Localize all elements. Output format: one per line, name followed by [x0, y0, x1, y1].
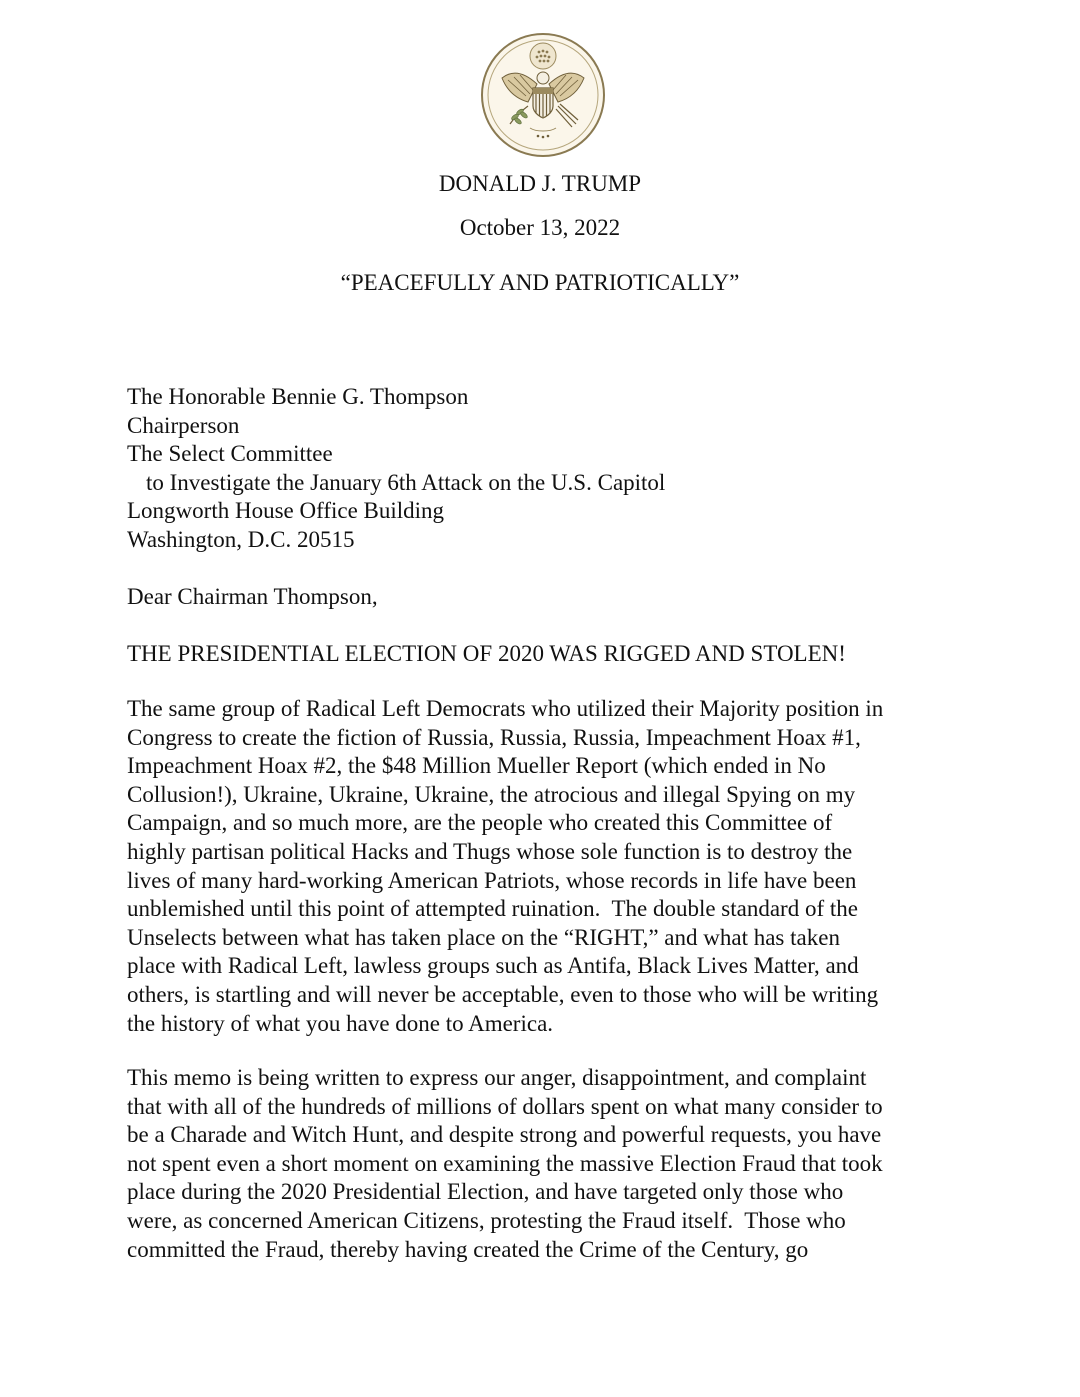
addressee-line: Washington, D.C. 20515 — [127, 526, 355, 552]
paragraph-line: Congress to create the fiction of Russia, Russia, Russia, Impeachment Hoax #1, — [127, 724, 861, 750]
letter-title: “PEACEFULLY AND PATRIOTICALLY” — [340, 270, 740, 295]
addressee-line: Chairperson — [127, 412, 240, 438]
headline: THE PRESIDENTIAL ELECTION OF 2020 WAS RIGGED AND STOLEN! — [127, 641, 846, 666]
addressee-line: to Investigate the January 6th Attack on the U.S. Capitol — [146, 469, 666, 495]
addressee-line: The Honorable Bennie G. Thompson — [127, 384, 469, 409]
paragraph-line: not spent even a short moment on examining the massive Election Fraud that took — [127, 1150, 883, 1176]
paragraph-line: unblemished until this point of attempted ruination. The double standard of the — [127, 896, 858, 922]
presidential-seal-icon — [480, 32, 606, 158]
paragraph-line: others, is startling and will never be acceptable, even to those who will be writing — [127, 981, 879, 1007]
paragraph-line: place with Radical Left, lawless groups such as Antifa, Black Lives Matter, and — [127, 953, 859, 979]
body-paragraph — [127, 1064, 957, 1264]
paragraph-line: Unselects between what has taken place on the “RIGHT,” and what has taken — [127, 924, 840, 950]
paragraph-line: lives of many hard-working American Patriots, whose records in life have been — [127, 867, 857, 893]
salutation: Dear Chairman Thompson, — [127, 584, 378, 609]
addressee-line: Longworth House Office Building — [127, 498, 445, 524]
paragraph-line: were, as concerned American Citizens, protesting the Fraud itself. Those who — [127, 1207, 846, 1233]
paragraph-line: place during the 2020 Presidential Election, and have targeted only those who — [127, 1179, 844, 1205]
paragraph-line: Impeachment Hoax #2, the $48 Million Mueller Report (which ended in No — [127, 753, 826, 779]
paragraph-line: This memo is being written to express our anger, disappointment, and complaint — [127, 1065, 867, 1090]
letter-date: October 13, 2022 — [459, 215, 621, 240]
paragraph-line: Campaign, and so much more, are the people who created this Committee of — [127, 810, 833, 836]
addressee-line: The Select Committee — [127, 441, 333, 467]
paragraph-line: highly partisan political Hacks and Thugs whose sole function is to destroy the — [127, 838, 853, 864]
paragraph-line: that with all of the hundreds of millions of dollars spent on what many consider to — [127, 1093, 883, 1119]
paragraph-line: Collusion!), Ukraine, Ukraine, Ukraine, the atrocious and illegal Spying on my — [127, 781, 856, 807]
addressee-block — [127, 383, 957, 555]
paragraph-line: be a Charade and Witch Hunt, and despite strong and powerful requests, you have — [127, 1122, 882, 1148]
sender-name: DONALD J. TRUMP — [438, 171, 642, 196]
paragraph-line: the history of what you have done to America. — [127, 1010, 554, 1036]
body-paragraph — [127, 695, 957, 1038]
paragraph-line: committed the Fraud, thereby having created the Crime of the Century, go — [127, 1236, 809, 1262]
paragraph-line: The same group of Radical Left Democrats who utilized their Majority position in — [127, 696, 884, 721]
